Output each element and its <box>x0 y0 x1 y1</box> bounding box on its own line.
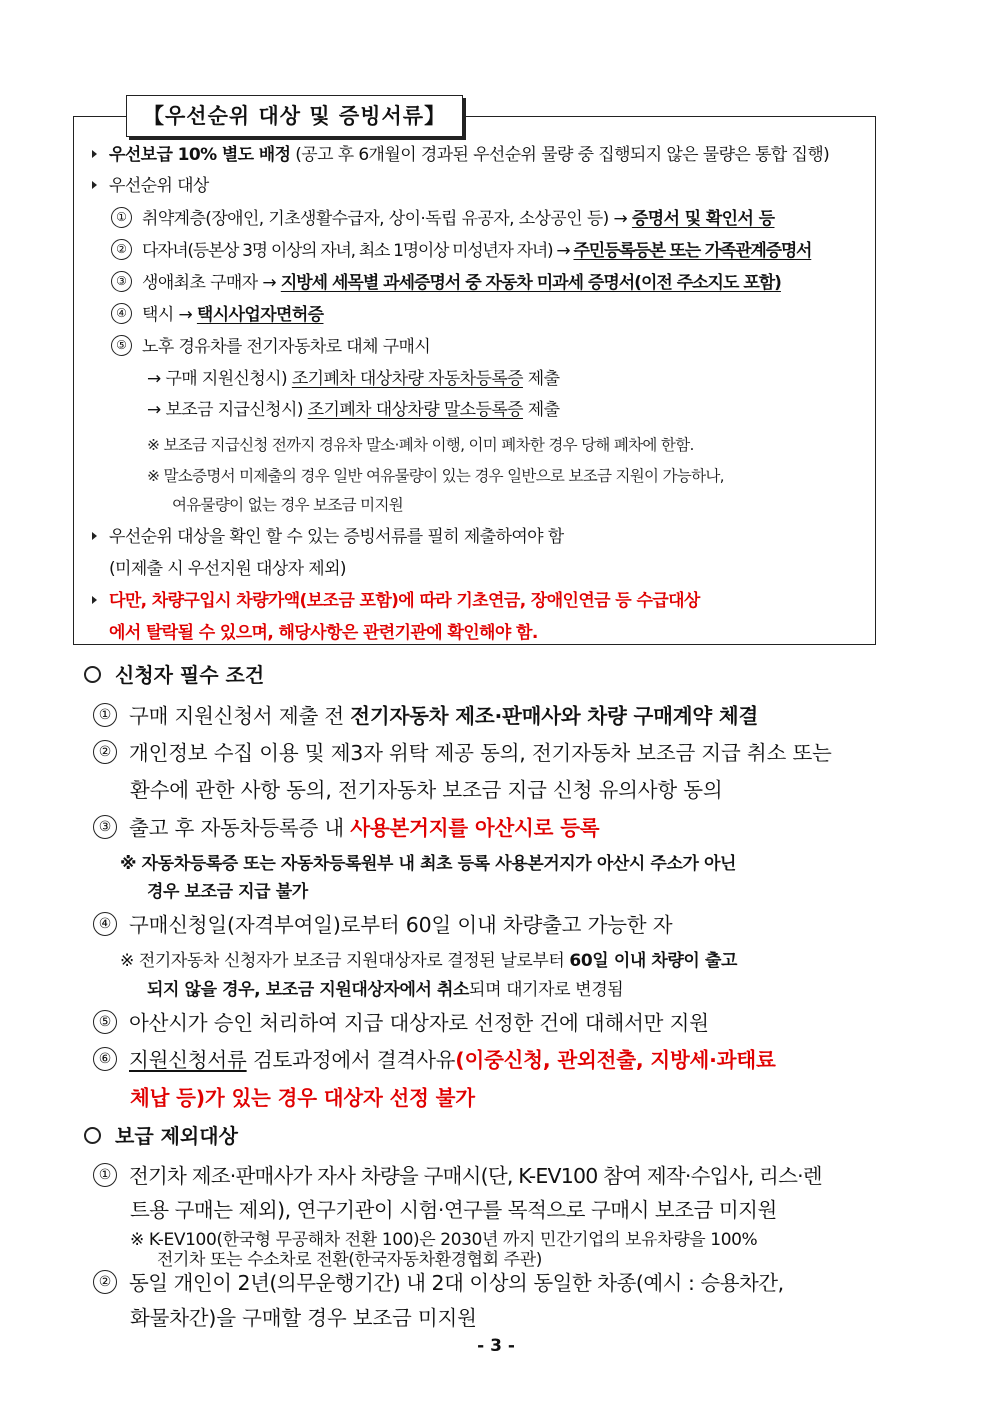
exclusion-2-cont: 화물차간)을 구매할 경우 보조금 미지원 <box>130 1306 477 1330</box>
circle-bullet-icon <box>84 1127 101 1144</box>
exclusion-1: ① 전기차 제조·판매사가 자사 차량을 구매시(단, K-EV100 참여 제작·수입사, 리스·렌 <box>93 1161 822 1191</box>
priority-item-4: ④ 택시 → 택시사업자면허증 <box>111 303 323 327</box>
box-note-2: ※ 말소증명서 미제출의 경우 일반 여유물량이 있는 경우 일반으로 보조금 지원이 가능하나, <box>147 467 724 485</box>
condition-2: ② 개인정보 수집 이용 및 제3자 위탁 제공 동의, 전기자동차 보조금 지급 취소 또는 <box>93 738 832 768</box>
number-circle-icon: ⑤ <box>111 335 132 356</box>
number-circle-icon: ② <box>111 239 132 260</box>
number-circle-icon: ① <box>93 703 117 727</box>
condition-1: ① 구매 지원신청서 제출 전 전기자동차 제조·판매사와 차량 구매계약 체결 <box>93 701 758 731</box>
condition-4-note: ※ 전기자동차 신청자가 보조금 지원대상자로 결정된 날로부터 60일 이내 차량이 출고 <box>120 951 738 971</box>
number-circle-icon: ③ <box>111 271 132 292</box>
triangle-bullet-icon <box>92 596 97 604</box>
number-circle-icon: ① <box>93 1163 117 1187</box>
circle-bullet-icon <box>84 666 101 683</box>
box-line-submit-cont: (미제출 시 우선지원 대상자 제외) <box>109 559 346 579</box>
box-line-warning-cont: 에서 탈락될 수 있으며, 해당사항은 관련기관에 확인해야 함. <box>109 623 538 643</box>
box-line-warning: 다만, 차량구입시 차량가액(보조금 포함)에 따라 기초연금, 장애인연금 등 수급대상 <box>92 589 700 613</box>
priority-item-5-apply: → 구매 지원신청시) 조기폐차 대상차량 자동차등록증 제출 <box>147 369 560 389</box>
section-heading-exclusion: 보급 제외대상 <box>84 1122 238 1150</box>
condition-3: ③ 출고 후 자동차등록증 내 사용본거지를 아산시로 등록 <box>93 813 599 843</box>
box-note-1: ※ 보조금 지급신청 전까지 경유차 말소·폐차 이행, 이미 폐차한 경우 당해 폐차에 한함. <box>147 436 694 454</box>
box-line-submit: 우선순위 대상을 확인 할 수 있는 증빙서류를 필히 제출하여야 함 <box>92 525 564 549</box>
condition-6-cont: 체납 등)가 있는 경우 대상자 선정 불가 <box>130 1086 475 1110</box>
priority-item-1: ① 취약계층(장애인, 기초생활수급자, 상이·독립 유공자, 소상공인 등) → 증명서 및 확인서 등 <box>111 207 774 231</box>
condition-4: ④ 구매신청일(자격부여일)로부터 60일 이내 차량출고 가능한 자 <box>93 910 672 940</box>
condition-5: ⑤ 아산시가 승인 처리하여 지급 대상자로 선정한 건에 대해서만 지원 <box>93 1008 709 1038</box>
condition-3-note: ※ 자동차등록증 또는 자동차등록원부 내 최초 등록 사용본거지가 아산시 주소가 아닌 <box>120 854 737 874</box>
exclusion-1-note-cont: 전기차 또는 수소차로 전환(한국자동차환경협회 주관) <box>157 1250 542 1270</box>
condition-3-note-cont: 경우 보조금 지급 불가 <box>147 882 308 902</box>
number-circle-icon: ② <box>93 1270 117 1294</box>
priority-item-3: ③ 생애최초 구매자 → 지방세 세목별 과세증명서 중 자동차 미과세 증명서(이전 주소지도 포함) <box>111 271 781 295</box>
page-number: - 3 - <box>477 1336 515 1356</box>
number-circle-icon: ⑤ <box>93 1010 117 1034</box>
box-line-priority-target: 우선순위 대상 <box>92 174 209 198</box>
number-circle-icon: ③ <box>93 815 117 839</box>
number-circle-icon: ④ <box>93 912 117 936</box>
number-circle-icon: ④ <box>111 303 132 324</box>
section-heading-applicant: 신청자 필수 조건 <box>84 661 264 689</box>
triangle-bullet-icon <box>92 150 97 158</box>
condition-2-cont: 환수에 관한 사항 동의, 전기자동차 보조금 지급 신청 유의사항 동의 <box>130 778 723 802</box>
number-circle-icon: ⑥ <box>93 1047 117 1071</box>
exclusion-1-note: ※ K-EV100(한국형 무공해차 전환 100)은 2030년 까지 민간기업의 보유차량을 100% <box>130 1230 758 1250</box>
condition-6: ⑥ 지원신청서류 검토과정에서 결격사유(이중신청, 관외전출, 지방세·과태료 <box>93 1045 776 1075</box>
number-circle-icon: ① <box>111 207 132 228</box>
box-note-2-cont: 여유물량이 없는 경우 보조금 미지원 <box>172 496 404 514</box>
triangle-bullet-icon <box>92 532 97 540</box>
priority-item-5-payment: → 보조금 지급신청시) 조기폐차 대상차량 말소등록증 제출 <box>147 400 560 420</box>
priority-item-5: ⑤ 노후 경유차를 전기자동차로 대체 구매시 <box>111 335 430 359</box>
priority-item-2: ② 다자녀(등본상 3명 이상의 자녀, 최소 1명이상 미성년자 자녀) → 주민등록등본 또는 가족관계증명서 <box>111 239 811 263</box>
exclusion-1-cont: 트용 구매는 제외), 연구기관이 시험·연구를 목적으로 구매시 보조금 미지원 <box>130 1198 777 1222</box>
triangle-bullet-icon <box>92 181 97 189</box>
priority-box-title: 【우선순위 대상 및 증빙서류】 <box>126 95 463 137</box>
condition-4-note-cont: 되지 않을 경우, 보조금 지원대상자에서 취소되며 대기자로 변경됨 <box>147 980 624 1000</box>
exclusion-2: ② 동일 개인이 2년(의무운행기간) 내 2대 이상의 동일한 차종(예시 : 승용차간, <box>93 1268 784 1298</box>
number-circle-icon: ② <box>93 740 117 764</box>
box-line-allocation: 우선보급 10% 별도 배정 (공고 후 6개월이 경과된 우선순위 물량 중 집행되지 않은 물량은 통합 집행) <box>92 143 829 167</box>
